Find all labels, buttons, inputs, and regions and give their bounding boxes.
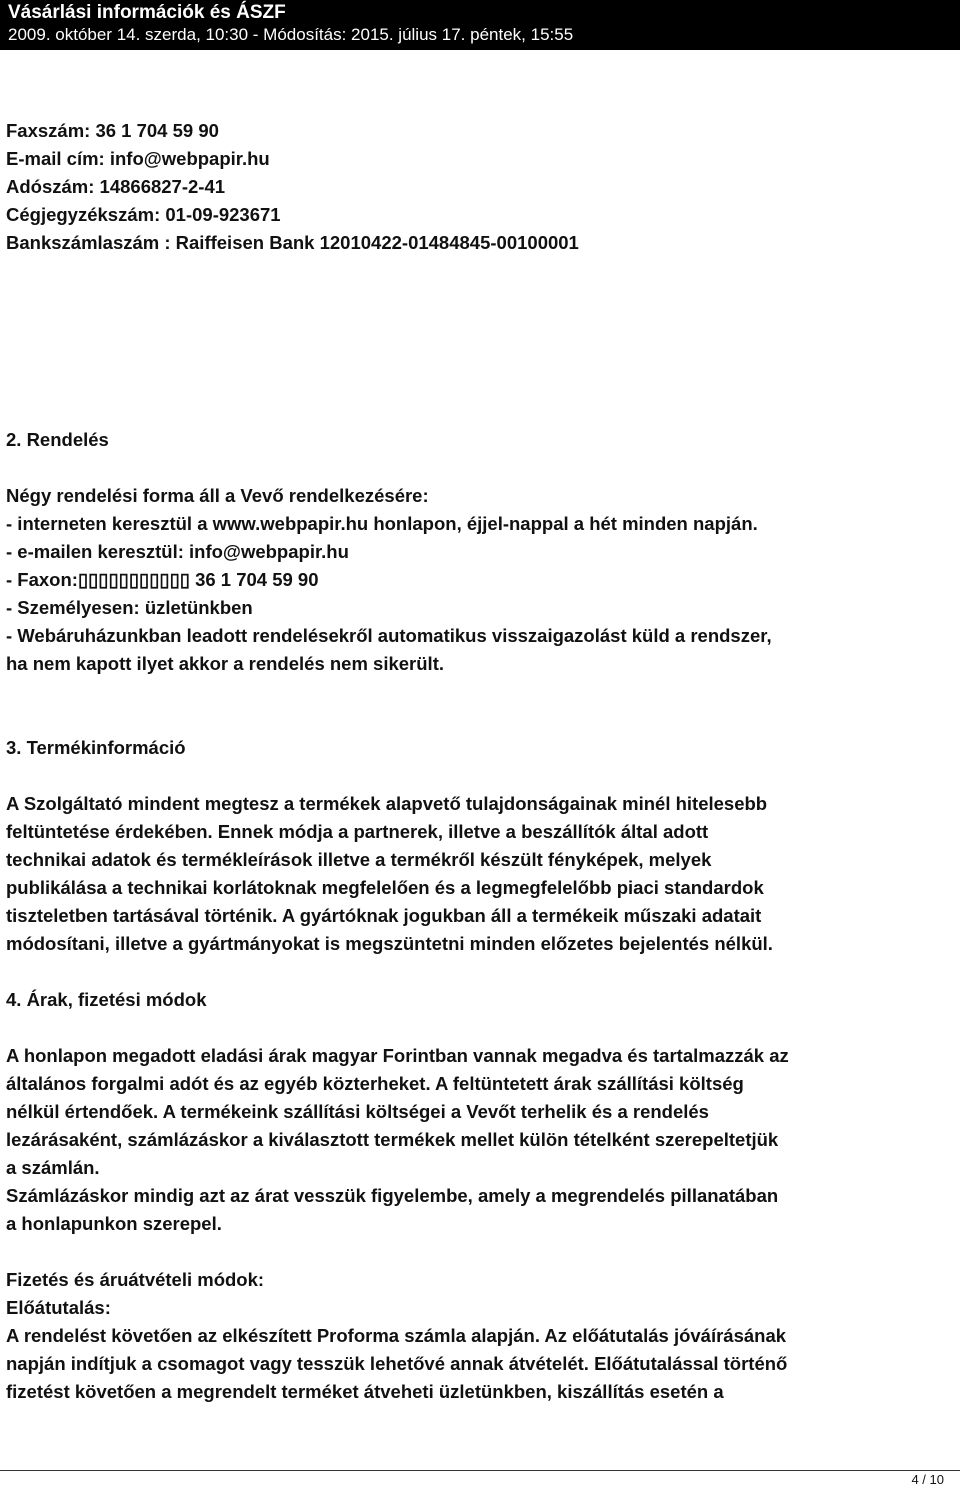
bank-account: Bankszámlaszám : Raiffeisen Bank 12010422-01484845-00100001 xyxy=(6,232,579,253)
prices-line: A honlapon megadott eladási árak magyar Forintban vannak megadva és tartalmazzák az xyxy=(6,1045,789,1066)
ordering-line: - e-mailen keresztül: info@webpapir.hu xyxy=(6,541,349,562)
footer-divider xyxy=(0,1470,960,1471)
prices-line: a számlán. xyxy=(6,1157,100,1178)
payment-line: fizetést követően a megrendelt terméket átveheti üzletünkben, kiszállítás esetén a xyxy=(6,1381,724,1402)
section-heading-ordering: 2. Rendelés xyxy=(6,429,109,450)
ordering-line: - Személyesen: üzletünkben xyxy=(6,597,253,618)
product-info-line: technikai adatok és termékleírások illetve a termékről készült fényképek, melyek xyxy=(6,849,712,870)
tax-number: Adószám: 14866827-2-41 xyxy=(6,176,226,197)
ordering-line: - Webáruházunkban leadott rendelésekről automatikus visszaigazolást küld a rendszer, xyxy=(6,625,772,646)
document-dates: 2009. október 14. szerda, 10:30 - Módosítás: 2015. július 17. péntek, 15:55 xyxy=(8,25,574,44)
prices-line: a honlapunkon szerepel. xyxy=(6,1213,222,1234)
ordering-line: ha nem kapott ilyet akkor a rendelés nem sikerült. xyxy=(6,653,445,674)
payment-heading: Fizetés és áruátvételi módok: xyxy=(6,1269,265,1290)
company-registration: Cégjegyzékszám: 01-09-923671 xyxy=(6,204,281,225)
product-info-line: feltüntetése érdekében. Ennek módja a partnerek, illetve a beszállítók által adott xyxy=(6,821,709,842)
payment-line: napján indítjuk a csomagot vagy tesszük lehetővé annak átvételét. Előátutalással történő xyxy=(6,1353,788,1374)
product-info-line: publikálása a technikai korlátoknak megfelelően és a legmegfelelőbb piaci standardok xyxy=(6,877,764,898)
product-info-line: módosítani, illetve a gyártmányokat is megszüntetni minden előzetes bejelentés nélkül. xyxy=(6,933,773,954)
prices-line: lezárásaként, számlázáskor a kiválasztott termékek mellet külön tételként szerepeltetjük xyxy=(6,1129,779,1150)
section-heading-product-info: 3. Termékinformáció xyxy=(6,737,186,758)
prices-line: nélkül értendőek. A termékeink szállítási költségei a Vevőt terhelik és a rendelés xyxy=(6,1101,709,1122)
payment-line: A rendelést követően az elkészített Proforma számla alapján. Az előátutalás jóváírásának xyxy=(6,1325,787,1346)
prices-line: általános forgalmi adót és az egyéb közterheket. A feltüntetett árak szállítási költség xyxy=(6,1073,744,1094)
product-info-line: tiszteletben tartásával történik. A gyártóknak jogukban áll a termékeik műszaki adatait xyxy=(6,905,762,926)
email-address: E-mail cím: info@webpapir.hu xyxy=(6,148,270,169)
prepayment-subheading: Előátutalás: xyxy=(6,1297,111,1318)
prices-line: Számlázáskor mindig azt az árat vesszük figyelembe, amely a megrendelés pillanatában xyxy=(6,1185,779,1206)
ordering-line: - Faxon:▯▯▯▯▯▯▯▯▯▯▯ 36 1 704 59 90 xyxy=(6,569,319,590)
section-heading-prices: 4. Árak, fizetési módok xyxy=(6,989,207,1010)
page-number: 4 / 10 xyxy=(911,1472,944,1487)
product-info-line: A Szolgáltató mindent megtesz a termékek alapvető tulajdonságainak minél hitelesebb xyxy=(6,793,768,814)
ordering-line: - interneten keresztül a www.webpapir.hu honlapon, éjjel-nappal a hét minden napján. xyxy=(6,513,758,534)
page-header xyxy=(0,0,960,50)
document-title: Vásárlási információk és ÁSZF xyxy=(8,2,286,23)
ordering-line: Négy rendelési forma áll a Vevő rendelkezésére: xyxy=(6,485,429,506)
fax-number: Faxszám: 36 1 704 59 90 xyxy=(6,120,219,141)
